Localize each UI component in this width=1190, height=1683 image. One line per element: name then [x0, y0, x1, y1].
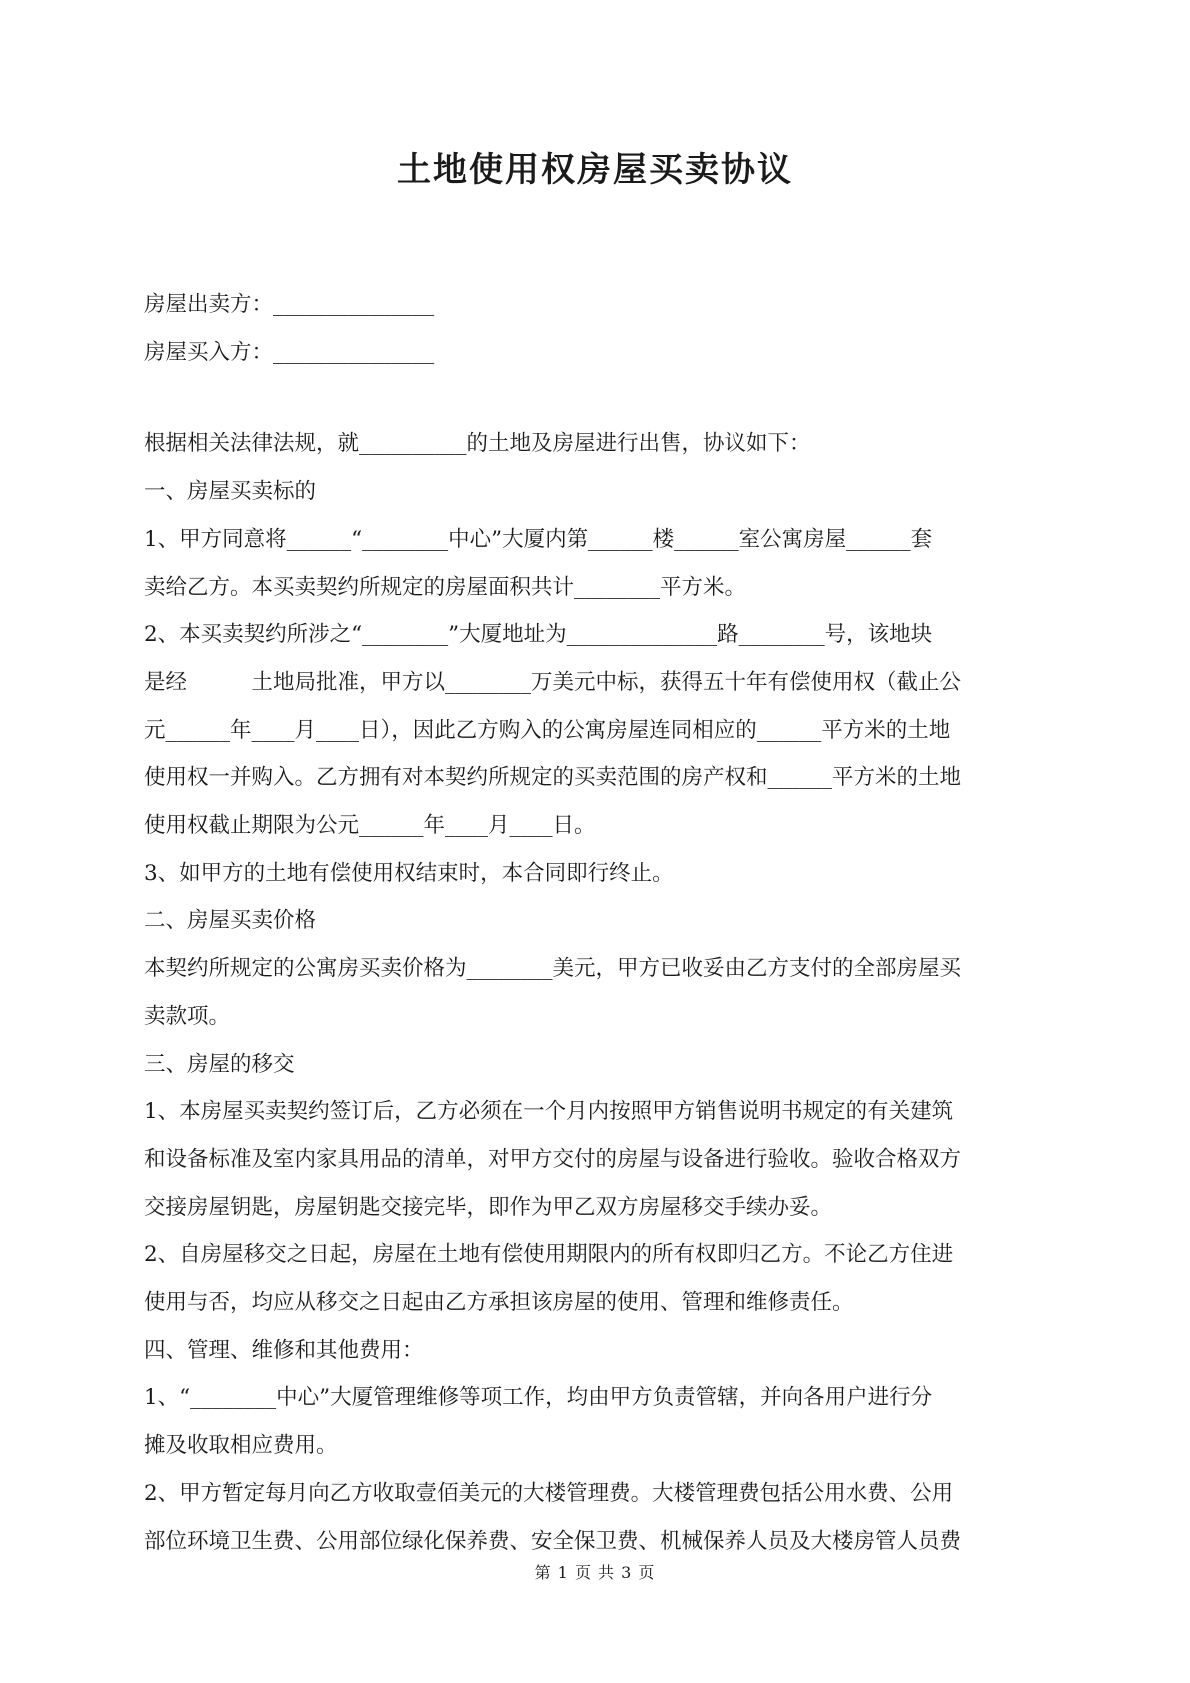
- body-line: 使用权一并购入。乙方拥有对本契约所规定的买卖范围的房产权和______平方米的土地: [144, 765, 962, 791]
- section-heading: 一、房屋买卖标的: [144, 479, 317, 505]
- section-heading: 三、房屋的移交: [144, 1051, 295, 1077]
- intro-paragraph: 根据相关法律法规，就__________的土地及房屋进行出售，协议如下：: [144, 431, 811, 457]
- body-line: 1、甲方同意将______“________中心”大厦内第______楼______室公寓房屋______套: [144, 526, 933, 552]
- body-line: 2、甲方暂定每月向乙方收取壹佰美元的大楼管理费。大楼管理费包括公用水费、公用: [144, 1480, 954, 1506]
- body-line: 1、“________中心”大厦管理维修等项工作，均由甲方负责管辖，并向各用户进行分: [144, 1385, 933, 1411]
- page-footer: 第 1 页 共 3 页: [534, 1563, 656, 1582]
- document-title: 土地使用权房屋买卖协议: [397, 150, 793, 190]
- section-heading: 二、房屋买卖价格: [144, 908, 317, 934]
- body-line: 是经 土地局批准，甲方以________万美元中标，获得五十年有偿使用权（截止公: [144, 669, 962, 695]
- body-line: 2、本买卖契约所涉之“________”大厦地址为______________路________号，该地块: [144, 622, 933, 648]
- body-line: 和设备标准及室内家具用品的清单，对甲方交付的房屋与设备进行验收。验收合格双方: [144, 1146, 962, 1172]
- buyer-line: 房屋买入方：_______________: [144, 339, 435, 365]
- body-line: 1、本房屋买卖契约签订后，乙方必须在一个月内按照甲方销售说明书规定的有关建筑: [144, 1099, 954, 1125]
- document-body: [144, 281, 1049, 1565]
- body-line: 交接房屋钥匙，房屋钥匙交接完毕，即作为甲乙双方房屋移交手续办妥。: [144, 1194, 833, 1220]
- body-line: 部位环境卫生费、公用部位绿化保养费、安全保卫费、机械保养人员及大楼房管人员费: [144, 1528, 962, 1554]
- body-line: 使用权截止期限为公元______年____月____日。: [144, 813, 596, 839]
- body-line: 卖款项。: [144, 1003, 231, 1029]
- body-line: 摊及收取相应费用。: [144, 1433, 338, 1459]
- body-line: 卖给乙方。本买卖契约所规定的房屋面积共计________平方米。: [144, 574, 747, 600]
- seller-line: 房屋出卖方：_______________: [144, 292, 435, 317]
- spacer: [144, 376, 1049, 420]
- body-line: 2、自房屋移交之日起，房屋在土地有偿使用期限内的所有权即归乙方。不论乙方住进: [144, 1242, 954, 1268]
- body-line: 本契约所规定的公寓房买卖价格为________美元，甲方已收妥由乙方支付的全部房屋买: [144, 956, 962, 982]
- body-line: 使用与否，均应从移交之日起由乙方承担该房屋的使用、管理和维修责任。: [144, 1290, 854, 1316]
- section-heading: 四、管理、维修和其他费用：: [144, 1337, 424, 1363]
- body-line: 3、如甲方的土地有偿使用权结束时，本合同即行终止。: [144, 860, 674, 886]
- body-line: 元______年____月____日），因此乙方购入的公寓房屋连同相应的______平方米的土地: [144, 717, 951, 743]
